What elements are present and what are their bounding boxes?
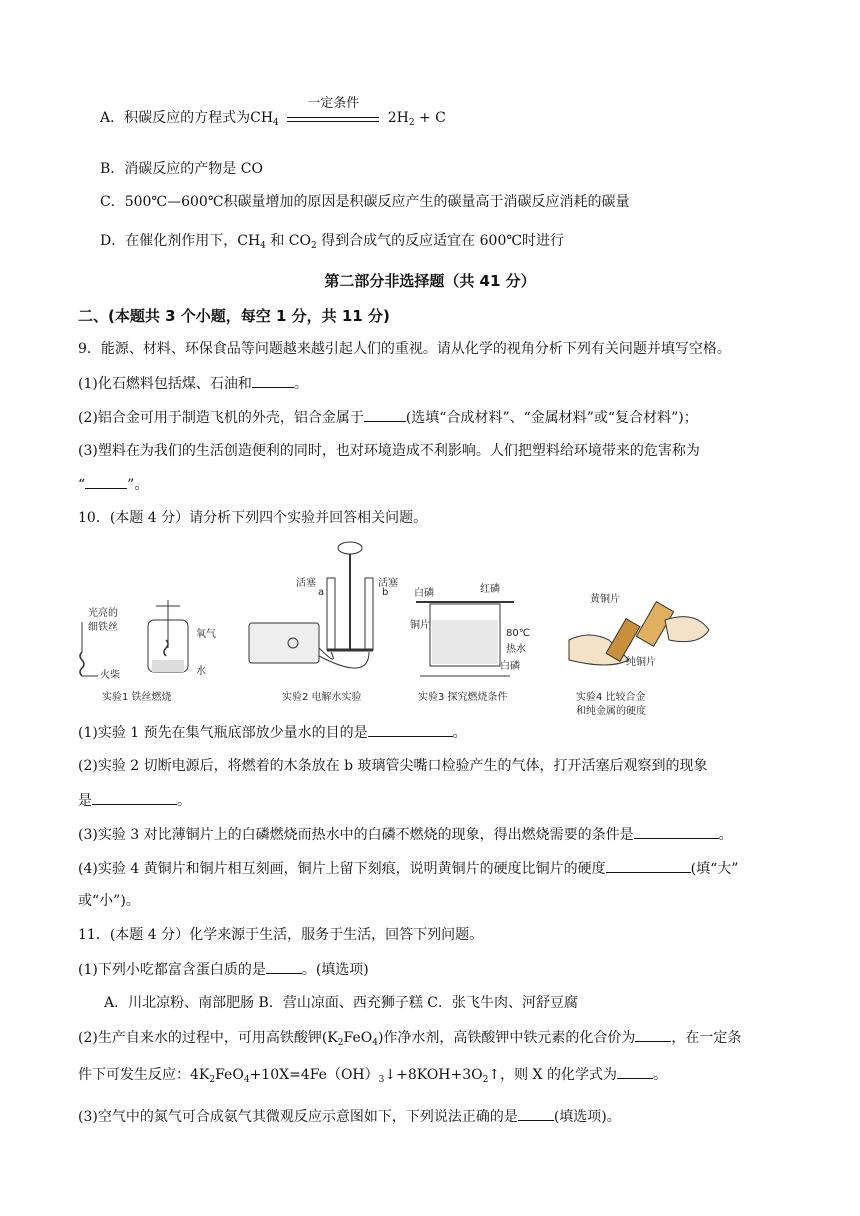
q10-stem: 10．(本题 4 分）请分析下列四个实验并回答相关问题。: [78, 510, 428, 526]
q10-part2-cont: [78, 790, 191, 811]
label: 黄铜片: [590, 594, 620, 605]
text: ”。: [127, 477, 149, 493]
formula-co2: CO: [288, 233, 311, 249]
label: 水: [196, 666, 206, 677]
q8-option-a: [100, 96, 446, 133]
text: )作净水剂，高铁酸钾中铁元素的化合价为: [377, 1030, 636, 1046]
text: (1)下列小吃都富含蛋白质的是: [78, 962, 266, 978]
text: (填选项)。: [553, 1109, 621, 1125]
text: (3)空气中的氮气可合成氨气其微观反应示意图如下，下列说法正确的是: [78, 1109, 518, 1125]
label: 活塞: [296, 578, 316, 589]
q10-part4: [78, 858, 738, 879]
text: 件下可发生反应：4K: [78, 1067, 210, 1083]
text: “: [78, 477, 86, 493]
subscript: 2: [408, 118, 415, 128]
text: (填“大”: [690, 861, 739, 877]
formula-ch4: CH: [237, 233, 261, 249]
q11-part3: [78, 1106, 621, 1127]
fig4-hardness: [565, 600, 715, 680]
q11-part2: [78, 1027, 741, 1053]
text: ，在一定条: [671, 1030, 742, 1046]
label: 红磷: [480, 584, 500, 595]
answer-blank[interactable]: [266, 959, 302, 974]
text: (2)生产自来水的过程中，可用高铁酸钾(K: [78, 1030, 338, 1046]
answer-blank[interactable]: [85, 474, 127, 489]
subscript: 4: [260, 241, 266, 251]
q11-stem: 11．(本题 4 分）化学来源于生活，服务于生活，回答下列问题。: [78, 927, 484, 943]
answer-blank[interactable]: [92, 790, 177, 805]
text: FeO: [343, 1030, 373, 1046]
subscript: 4: [243, 1075, 250, 1085]
q8-d-tail: 得到合成气的反应适宜在 600℃时进行: [316, 233, 565, 249]
subscript: 4: [273, 118, 279, 128]
q10-part3: [78, 824, 733, 845]
text: 。: [652, 1067, 667, 1083]
text: 。: [293, 376, 308, 392]
q9-stem: 9．能源、材料、环保食品等问题越来越引起人们的重视。请从化学的视角分析下列有关问题并填写空格。: [78, 341, 731, 357]
text: 。: [452, 725, 467, 741]
text: (1)化石燃料包括煤、石油和: [78, 376, 252, 392]
q9-part2: [78, 407, 698, 428]
subscript: 4: [372, 1038, 378, 1048]
part2-title: 第二部分非选择题（共 41 分）: [324, 272, 536, 290]
text: ↑，则 X 的化学式为: [488, 1067, 617, 1083]
text: 和: [265, 233, 289, 249]
q9-part1: [78, 373, 308, 394]
fig2-electrolysis: [245, 538, 400, 683]
fig3-combustion: [410, 596, 520, 686]
q11-part1: [78, 959, 369, 980]
equal-bars: [287, 117, 379, 122]
text: (2)铝合金可用于制造飞机的外壳，铝合金属于: [78, 410, 364, 426]
label: 白磷: [414, 588, 434, 599]
label: a: [318, 587, 325, 598]
text: (选填“合成材料”、“金属材料”或“复合材料”)；: [405, 410, 698, 426]
text: 。(填选项): [301, 962, 369, 978]
q10-part2: (2)实验 2 切断电源后，将燃着的木条放在 b 玻璃管尖嘴口检验产生的气体，打开活塞后观察到的现象: [78, 758, 708, 774]
q8-a-text: A．积碳反应的方程式为: [100, 110, 251, 126]
q10-part4-cont: 或“小”)。: [78, 893, 140, 909]
answer-blank[interactable]: [635, 1027, 671, 1042]
subscript: 2: [482, 1075, 489, 1085]
label: 细铁丝: [88, 622, 118, 633]
figure-caption: 实验1 铁丝燃烧: [102, 692, 172, 703]
q8-option-c: C．500℃—600℃积碳量增加的原因是积碳反应产生的碳量高于消碳反应消耗的碳量: [100, 194, 630, 210]
label: 白磷: [500, 661, 520, 672]
q11-part2-cont: [78, 1064, 667, 1090]
answer-blank[interactable]: [617, 1064, 653, 1079]
formula-c: + C: [414, 110, 446, 126]
answer-blank[interactable]: [606, 858, 691, 873]
text: 。: [718, 827, 733, 843]
q8-option-d: [100, 231, 564, 256]
text: FeO: [215, 1067, 244, 1083]
subscript: 2: [209, 1075, 216, 1085]
text: 是: [78, 793, 92, 809]
label: 纯铜片: [626, 657, 656, 668]
label: 火柴: [100, 670, 120, 681]
figure-caption: 和纯金属的硬度: [576, 706, 646, 717]
q9-part3-cont: [78, 474, 148, 495]
subscript: 2: [337, 1038, 344, 1048]
text: (4)实验 4 黄铜片和铜片相互刻画，铜片上留下刻痕，说明黄铜片的硬度比铜片的硬度: [78, 861, 606, 877]
equation-arrow: [287, 96, 379, 128]
q10-part1: [78, 722, 467, 743]
formula-h2: 2H: [387, 110, 409, 126]
subscript: 3: [378, 1075, 385, 1085]
label: 氧气: [196, 629, 216, 640]
answer-blank[interactable]: [634, 824, 719, 839]
q8-d-text: D．在催化剂作用下，: [100, 233, 238, 249]
answer-blank[interactable]: [518, 1106, 554, 1121]
label: 铜片: [410, 620, 430, 631]
section2-title: 二、(本题共 3 个小题，每空 1 分，共 11 分): [78, 307, 390, 325]
label: 活塞: [378, 578, 398, 589]
figure-caption: 实验2 电解水实验: [282, 692, 362, 703]
reaction-condition: 一定条件: [307, 96, 360, 111]
label: 热水: [506, 644, 526, 655]
figure-caption: 实验3 探究燃烧条件: [418, 692, 508, 703]
text: 。: [177, 793, 191, 809]
figure-caption: 实验4 比较合金: [576, 692, 646, 703]
subscript: 2: [311, 241, 317, 251]
q8-option-b: B．消碳反应的产物是 CO: [100, 161, 263, 177]
text: (1)实验 1 预先在集气瓶底部放少量水的目的是: [78, 725, 368, 741]
text: ↓+8KOH+3O: [384, 1067, 483, 1083]
formula-ch4: CH: [250, 110, 274, 126]
text: (3)实验 3 对比薄铜片上的白磷燃烧而热水中的白磷不燃烧的现象，得出燃烧需要的条件是: [78, 827, 634, 843]
answer-blank[interactable]: [368, 722, 453, 737]
answer-blank[interactable]: [364, 407, 406, 422]
q9-part3: (3)塑料在为我们的生活创造便利的同时，也对环境造成不利影响。人们把塑料给环境带来的危害称为: [78, 443, 700, 459]
label: 光亮的: [88, 608, 118, 619]
answer-blank[interactable]: [252, 373, 294, 388]
q11-options: A．川北凉粉、南部肥肠 B．营山凉面、西充狮子糕 C．张飞牛肉、河舒豆腐: [104, 995, 579, 1011]
label: 80℃: [506, 628, 530, 639]
label: b: [382, 587, 389, 598]
text: +10X=4Fe（OH）: [249, 1067, 379, 1083]
